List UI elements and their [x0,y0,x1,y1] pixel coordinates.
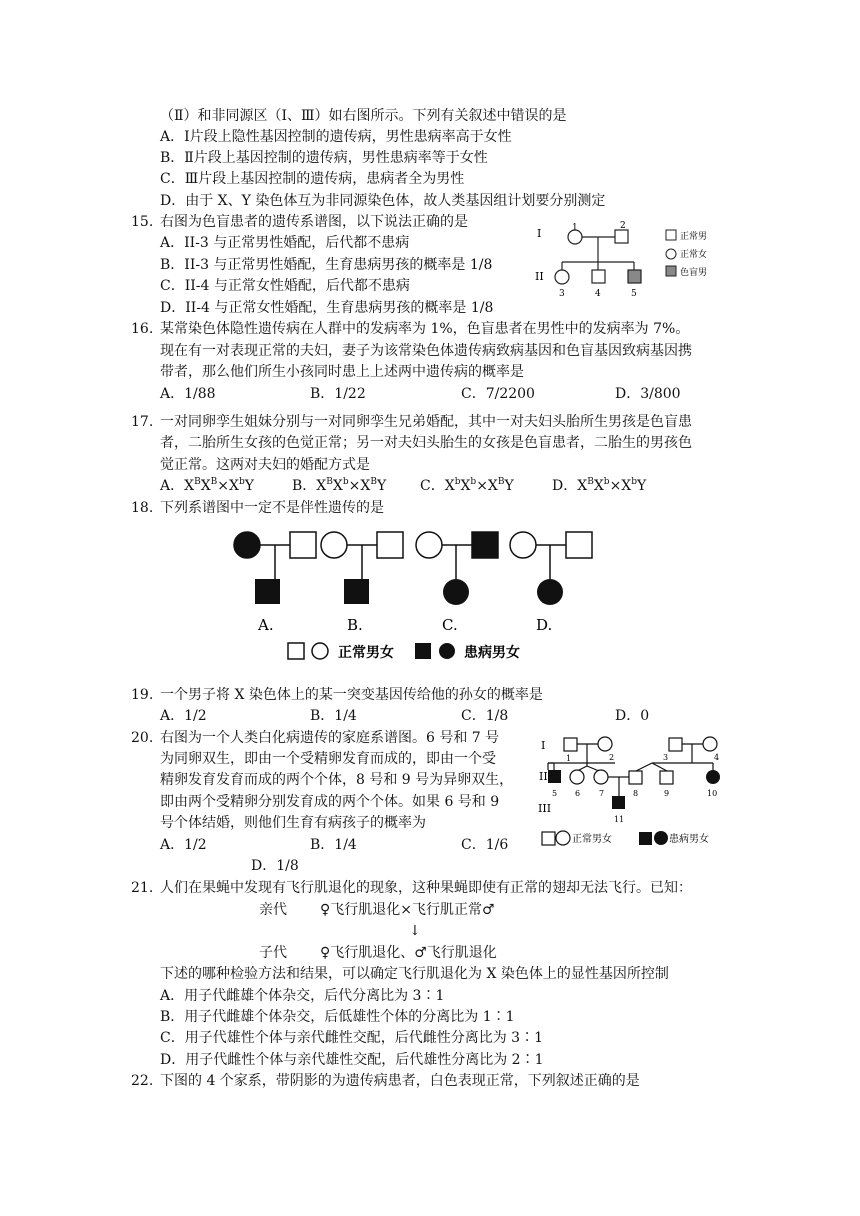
q20-legend-affected-male-symbol [639,832,652,845]
q17-number: 17. [131,414,154,430]
q20-id-1: 1 [566,754,572,763]
q15-legend-colorblind-male: 色盲男 [680,268,708,278]
q18-legend-affected-male-symbol [415,643,431,659]
q20-line-1: 右图为一个人类白化病遗传的家庭系谱图。6 号和 7 号 [160,730,500,746]
q21-child-result: ♀飞行肌退化、♂飞行肌退化 [320,945,497,961]
q15-legend-normal-male-symbol [666,230,676,240]
q18-pedigree-b [321,532,403,604]
q15-id-3: 3 [559,289,565,299]
q18-stem: 下列系谱图中一定不是伴性遗传的是 [160,500,384,516]
q15-id-1: 1 [572,223,578,233]
q19-number: 19. [131,687,154,703]
q15-pedigree-figure [530,220,730,310]
q21-parent-label: 亲代 [259,902,287,918]
q16-line-2: 现在有一对表现正常的夫妇，妻子为该常染色体遗传病致病基因和色盲基因致病基因携 [160,343,692,359]
q20-id-9: 9 [664,789,670,798]
q19-option-b: B．1/4 [310,708,357,724]
q20-individual-10 [706,770,720,784]
q21-option-c: C．用子代雄性个体与亲代雌性交配，后代雌性分离比为 3∶1 [160,1030,543,1046]
q21-parent-cross: ♀飞行肌退化×飞行肌正常♂ [320,902,495,918]
q20-id-11: 11 [614,815,625,824]
q15-id-5: 5 [631,289,637,299]
q20-line-2: 为同卵双生，即由一个受精卵发育而成的，即由一个受 [160,751,496,767]
q20-line-5: 号个体结婚，则他们生育有病孩子的概率为 [160,815,426,831]
q20-legend-affected: 患病男女 [669,834,709,845]
q18-pedigree-c [416,532,498,605]
q16-option-d: D．3/800 [615,386,681,402]
q20-number: 20. [131,730,154,746]
q15-legend-normal-male: 正常男 [680,232,708,242]
q21-stem: 人们在果蝇中发现有飞行肌退化的现象，这种果蝇即使有正常的翅却无法飞行。已知： [160,880,692,896]
q20-option-c: C．1/6 [461,837,509,853]
q20-id-3: 3 [663,753,669,762]
q21-child-label: 子代 [259,945,287,961]
q21-question: 下述的哪种检验方法和结果，可以确定飞行肌退化为 X 染色体上的显性基因所控制 [160,966,669,982]
q20-individual-2 [598,737,612,751]
q17-line-2: 者，二胎所生女孩的色觉正常；另一对夫妇头胎生的女孩是色盲患者，二胎生的男孩色 [160,435,692,451]
q20-individual-5 [548,770,561,783]
q17-option-a: A．$X^BX^B\times X^bY$ [160,477,255,494]
q20-individual-7 [594,770,608,784]
q16-option-b: B．1/22 [310,386,366,402]
q15-individual-3 [555,270,569,284]
q15-legend-normal-female: 正常女 [680,250,708,260]
q18-legend-normal-male-symbol [288,643,304,659]
q18-label-b: B. [347,616,363,634]
q21-option-a: A．用子代雌雄个体杂交，后代分离比为 3∶1 [160,988,445,1004]
q18-pedigree-figure [210,522,630,672]
q20-id-5: 5 [552,789,558,798]
q20-legend-normal: 正常男女 [572,834,612,845]
q20-legend-affected-female-symbol [654,831,668,845]
q18-legend-affected: 患病男女 [464,645,520,661]
q17-option-d: D．$X^BX^b\times X^bY$ [552,477,647,494]
q19-stem: 一个男子将 X 染色体上的某一突变基因传给他的孙女的概率是 [160,687,543,703]
q18-legend-normal: 正常男女 [338,645,394,661]
q15-individual-2 [615,230,628,243]
q16-option-c: C．7/2200 [461,386,535,402]
q15-option-a: A．II-3 与正常男性婚配，后代都不患病 [160,235,410,251]
q14-option-d: D．由于 X、Y 染色体互为非同源染色体，故人类基因组计划要分别测定 [160,193,606,209]
q14-option-c: C．Ⅲ片段上基因控制的遗传病，患病者全为男性 [160,171,465,187]
q19-option-c: C．1/8 [461,708,509,724]
q20-line-3: 精卵发育发育而成的两个个体，8 号和 9 号为异卵双生， [160,772,514,788]
q20-gen-1-label: I [541,739,546,752]
q18-label-a: A. [258,616,274,634]
q20-id-10: 10 [707,789,718,798]
q15-number: 15. [131,214,154,230]
q15-legend-normal-female-symbol [666,249,676,259]
q15-id-4: 4 [595,289,601,299]
q14-option-a: A．Ⅰ片段上隐性基因控制的遗传病，男性患病率高于女性 [160,129,512,145]
q15-individual-4 [592,270,605,283]
q18-label-d: D. [536,616,553,634]
q22-number: 22. [131,1073,154,1089]
q16-number: 16. [131,321,154,337]
q20-individual-6 [570,770,584,784]
q20-id-7: 7 [599,789,605,798]
q21-arrow: ↓ [409,923,421,939]
q16-option-a: A．1/88 [160,386,216,402]
q20-option-a: A．1/2 [160,837,207,853]
q21-number: 21. [131,880,154,896]
q20-individual-4 [703,737,717,751]
q17-option-b: B．$X^BX^b\times X^BY$ [292,477,387,494]
q21-option-d: D．用子代雌性个体与亲代雄性交配，后代雄性分离比为 2∶1 [160,1052,544,1068]
q15-option-b: B．II-3 与正常男性婚配，生育患病男孩的概率是 1/8 [160,257,493,273]
q18-pedigree-a [234,532,316,604]
q20-legend-normal-male-symbol [542,832,555,845]
q18-legend-affected-female-symbol [439,643,455,659]
q16-line-3: 带者，那么他们所生小孩同时患上上述两中遗传病的概率是 [160,364,524,380]
q20-id-4: 4 [714,753,720,762]
q18-pedigree-d [510,532,592,605]
q20-option-b: B．1/4 [310,837,357,853]
q20-gen-3-label: III [538,802,552,815]
q18-legend-normal-female-symbol [312,643,328,659]
q20-pedigree-figure [535,730,735,852]
q20-id-8: 8 [633,789,639,798]
q20-legend-normal-female-symbol [556,831,570,845]
q15-id-2: 2 [620,221,626,231]
q20-id-6: 6 [575,789,581,798]
q15-legend-colorblind-male-symbol [666,266,676,276]
q20-individual-11 [612,796,625,809]
q20-individual-3 [669,738,682,751]
q16-line-1: 某常染色体隐性遗传病在人群中的发病率为 1%，色盲患者在男性中的发病率为 7%。 [160,321,690,337]
q17-line-3: 觉正常。这两对夫妇的婚配方式是 [160,457,370,473]
q22-stem: 下图的 4 个家系，带阴影的为遗传病患者，白色表现正常，下列叙述正确的是 [160,1073,640,1089]
q20-individual-9 [660,771,673,784]
q15-individual-5 [628,270,641,283]
q18-label-c: C. [442,616,458,634]
q17-option-c: C．$X^bX^b\times X^BY$ [420,477,514,494]
q15-gen-2-label: II [535,270,544,283]
q15-option-c: C．II-4 与正常女性婚配，后代都不患病 [160,278,410,294]
q15-stem: 右图为色盲患者的遗传系谱图，以下说法正确的是 [160,214,468,230]
q14-stem-tail: （Ⅱ）和非同源区（Ⅰ、Ⅲ）如右图所示。下列有关叙述中错误的是 [160,108,567,124]
q20-id-2: 2 [609,753,615,762]
q14-option-b: B．Ⅱ片段上基因控制的遗传病，男性患病率等于女性 [160,150,488,166]
q20-line-4: 即由两个受精卵分别发育成的两个个体。如果 6 号和 9 [160,794,500,810]
q17-line-1: 一对同卵孪生姐妹分别与一对同卵孪生兄弟婚配，其中一对夫妇头胎所生男孩是色盲患 [160,414,692,430]
q15-option-d: D．II-4 与正常女性婚配，生育患病男孩的概率是 1/8 [160,300,494,316]
q15-gen-1-label: I [537,227,542,240]
q20-gen-2-label: II [539,770,548,783]
q19-option-a: A．1/2 [160,708,207,724]
q21-option-b: B．用子代雌雄个体杂交，后低雄性个体的分离比为 1∶1 [160,1009,515,1025]
q18-number: 18. [131,500,154,516]
q20-individual-8 [629,771,642,784]
q20-individual-1 [564,738,577,751]
q20-option-d: D．1/8 [251,858,299,874]
q19-option-d: D．0 [615,708,650,724]
